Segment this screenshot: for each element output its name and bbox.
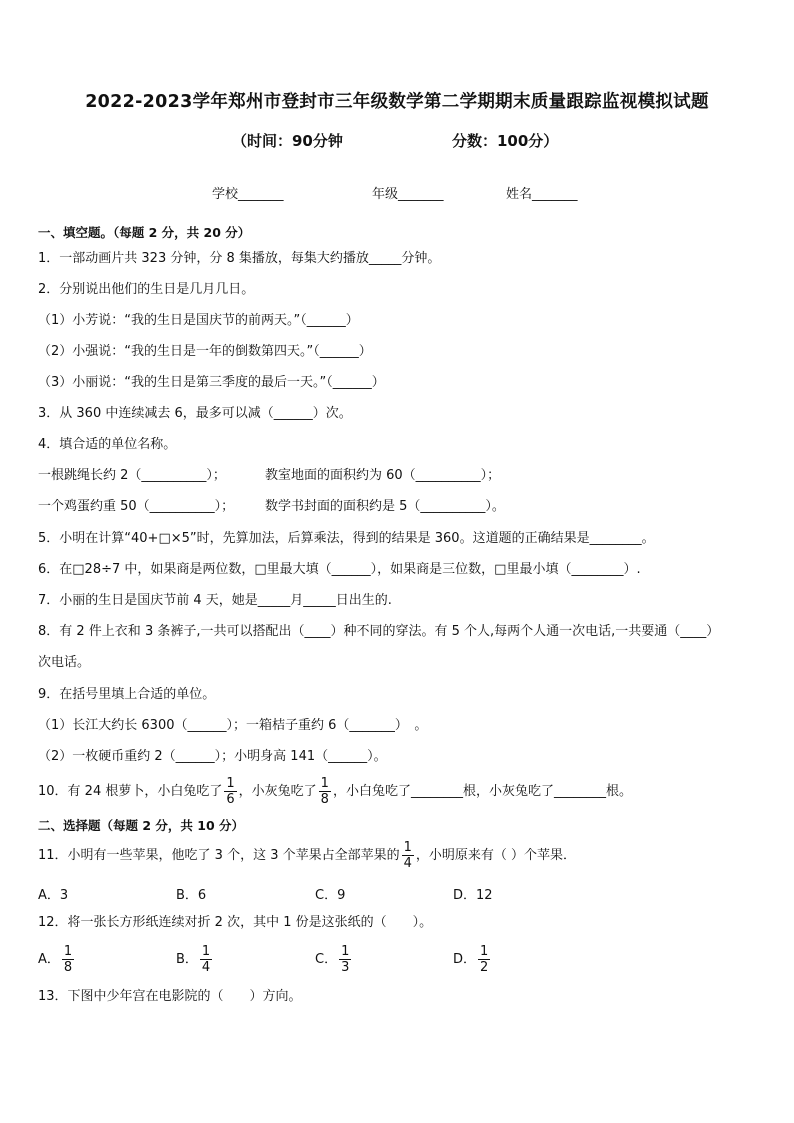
- question-5: 5．小明在计算“40+□×5”时，先算加法，后算乘法，得到的结果是 360。这道题的正确结果是________。: [38, 531, 655, 546]
- q12-option-c[interactable]: [315, 940, 353, 980]
- fraction-denominator: 4: [403, 856, 412, 871]
- question-2-2: （2）小强说：“我的生日是一年的倒数第四天。”（______）: [38, 344, 372, 359]
- q12-option-a[interactable]: [38, 940, 76, 980]
- fraction-one-sixth: [224, 776, 236, 807]
- fraction-one-quarter: [200, 944, 212, 975]
- question-13: 13．下图中少年宫在电影院的（ ）方向。: [38, 989, 302, 1004]
- fraction-denominator: 2: [480, 960, 489, 975]
- fraction-one-quarter: [402, 840, 414, 871]
- option-letter: A．: [38, 952, 60, 967]
- question-4-d: 数学书封面的面积约是 5（__________）。: [265, 499, 505, 514]
- fraction-numerator: 1: [201, 944, 211, 959]
- question-9-2: （2）一枚硬币重约 2（______）；小明身高 141（______）。: [38, 749, 387, 764]
- fraction-numerator: 1: [341, 944, 350, 959]
- q12-option-b[interactable]: [176, 940, 214, 980]
- q12-option-d[interactable]: [453, 940, 492, 980]
- question-10-text-c: ，小白兔吃了________根，小灰兔吃了________根。: [332, 784, 632, 799]
- fraction-denominator: 8: [320, 792, 329, 807]
- question-8: 8．有 2 件上衣和 3 条裤子,一共可以搭配出（____）种不同的穿法。有 5 个人,每两个人通一次电话,一共要通（____）: [38, 624, 720, 639]
- fraction-one-half: [478, 944, 490, 975]
- fraction-numerator: 1: [63, 944, 73, 959]
- fraction-denominator: 6: [226, 792, 235, 807]
- fraction-one-eighth: [319, 776, 331, 807]
- question-11-text-b: ，小明原来有（ ）个苹果．: [415, 848, 577, 863]
- option-letter: D．: [453, 952, 477, 967]
- name-field: 姓名_______: [506, 187, 578, 202]
- question-4: 4．填合适的单位名称。: [38, 437, 177, 452]
- q11-option-c[interactable]: C．9: [315, 888, 346, 903]
- fraction-one-third: [339, 944, 351, 975]
- fraction-one-eighth: [62, 944, 74, 975]
- question-11-text-a: 11．小明有一些苹果，他吃了 3 个，这 3 个苹果占全部苹果的: [38, 848, 400, 863]
- question-2-3: （3）小丽说：“我的生日是第三季度的最后一天。”（______）: [38, 375, 385, 390]
- fraction-denominator: 3: [341, 960, 350, 975]
- fraction-numerator: 1: [403, 840, 412, 855]
- question-2-1: （1）小芳说：“我的生日是国庆节的前两天。”（______）: [38, 313, 359, 328]
- question-3: 3．从 360 中连续减去 6，最多可以减（______）次。: [38, 406, 352, 421]
- q11-option-d[interactable]: D．12: [453, 888, 493, 903]
- question-1: 1．一部动画片共 323 分钟，分 8 集播放，每集大约播放_____分钟。: [38, 251, 441, 266]
- exam-time: （时间：90分钟: [232, 132, 343, 150]
- section-2-heading: 二、选择题（每题 2 分，共 10 分）: [38, 818, 245, 833]
- exam-score: 分数：100分）: [452, 132, 559, 150]
- exam-title: 2022-2023学年郑州市登封市三年级数学第二学期期末质量跟踪监视模拟试题: [85, 92, 709, 112]
- fraction-numerator: 1: [480, 944, 489, 959]
- grade-field: 年级_______: [372, 187, 444, 202]
- question-10: [38, 774, 632, 810]
- question-4-c: 一个鸡蛋约重 50（__________）；: [38, 499, 235, 514]
- option-letter: C．: [315, 952, 338, 967]
- question-4-a: 一根跳绳长约 2（__________）；: [38, 468, 226, 483]
- question-6: 6．在□28÷7 中，如果商是两位数，□里最大填（______），如果商是三位数，□里最小填（________）.: [38, 562, 641, 577]
- fraction-denominator: 8: [63, 960, 73, 975]
- fraction-numerator: 1: [226, 776, 235, 791]
- question-12: 12．将一张长方形纸连续对折 2 次，其中 1 份是这张纸的（ ）。: [38, 915, 433, 930]
- q11-option-a[interactable]: A．3: [38, 888, 69, 903]
- section-1-heading: 一、填空题。（每题 2 分，共 20 分）: [38, 225, 251, 240]
- question-8-continued: 次电话。: [38, 655, 91, 670]
- question-2: 2．分别说出他们的生日是几月几日。: [38, 282, 255, 297]
- option-letter: B．: [176, 952, 198, 967]
- question-4-b: 教室地面的面积约为 60（__________）；: [265, 468, 501, 483]
- question-9-1: （1）长江大约长 6300（______）；一箱桔子重约 6（_______） 。: [38, 718, 428, 733]
- question-7: 7．小丽的生日是国庆节前 4 天，她是_____月_____日出生的.: [38, 593, 392, 608]
- fraction-denominator: 4: [201, 960, 211, 975]
- q11-option-b[interactable]: B．6: [176, 888, 207, 903]
- question-11: [38, 838, 576, 874]
- question-10-text-a: 10．有 24 根萝卜，小白兔吃了: [38, 784, 223, 799]
- question-9: 9．在括号里填上合适的单位。: [38, 687, 216, 702]
- school-field: 学校_______: [212, 187, 284, 202]
- question-10-text-b: ，小灰兔吃了: [238, 784, 317, 799]
- fraction-numerator: 1: [320, 776, 329, 791]
